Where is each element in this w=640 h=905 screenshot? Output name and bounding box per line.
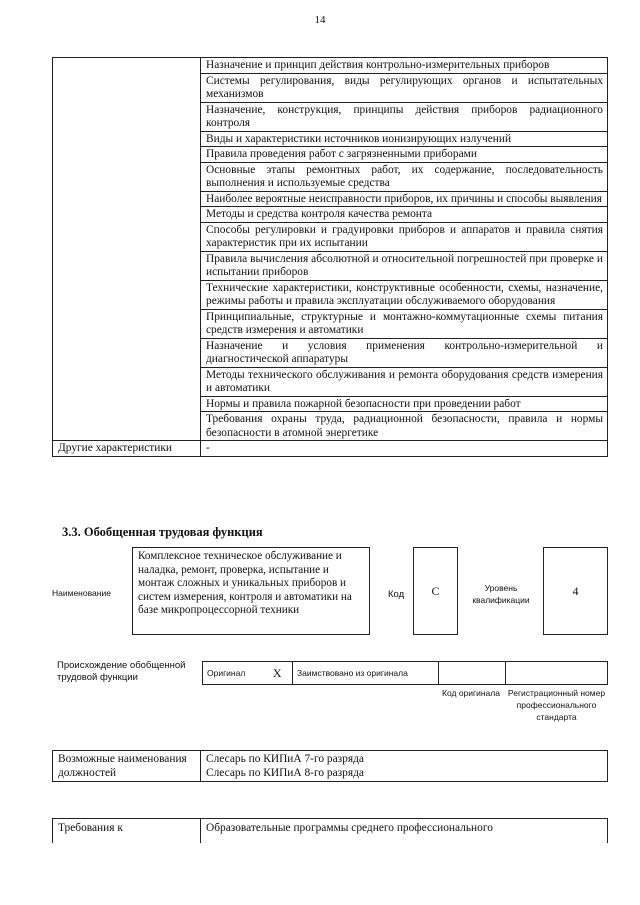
code-of-original-cell xyxy=(439,662,506,685)
knowledge-item: Правила вычисления абсолютной и относительной погрешностей при проверке и испытании приборов xyxy=(201,251,608,280)
knowledge-item: Правила проведения работ с загрязненными приборами xyxy=(201,147,608,163)
original-label: Оригинал xyxy=(203,662,263,685)
requirements-table xyxy=(52,818,608,843)
knowledge-item: Назначение, конструкция, принципы действия приборов радиационного контроля xyxy=(201,102,608,131)
position-item: Слесарь по КИПиА 7-го разряда xyxy=(206,753,364,765)
knowledge-item: Основные этапы ремонтных работ, их содержание, последовательность выполнения и используемые средства xyxy=(201,162,608,191)
knowledge-item: Методы технического обслуживания и ремонта оборудования средств измерения и автоматики xyxy=(201,367,608,396)
code-of-original-label: Код оригинала xyxy=(442,688,500,698)
code-value-box: C xyxy=(413,547,458,635)
knowledge-item: Принципиальные, структурные и монтажно-коммутационные схемы питания средств измерения и автоматики xyxy=(201,309,608,338)
positions-table xyxy=(52,750,608,782)
borrowed-label: Заимствовано из оригинала xyxy=(293,662,439,685)
knowledge-item: Виды и характеристики источников ионизирующих излучений xyxy=(201,131,608,147)
original-mark: X xyxy=(263,662,293,685)
knowledge-item: Способы регулировки и градуировки приборов и аппаратов и правила снятия характеристик при их испытании xyxy=(201,222,608,251)
knowledge-item: Требования охраны труда, радиационной безопасности, правила и нормы безопасности в атомной энергетике xyxy=(201,412,608,441)
section-heading: 3.3. Обобщенная трудовая функция xyxy=(62,525,263,539)
origin-table xyxy=(202,661,608,685)
knowledge-item: Назначение и принцип действия контрольно-измерительных приборов xyxy=(201,58,608,74)
reg-number-cell xyxy=(506,662,608,685)
knowledge-table xyxy=(52,57,608,457)
page-number: 14 xyxy=(314,14,326,26)
knowledge-item: Наиболее вероятные неисправности приборов, их причины и способы выявления xyxy=(201,191,608,207)
requirements-label: Требования к xyxy=(53,819,201,843)
qualification-level-label: Уровень квалификации xyxy=(472,583,530,605)
positions-values xyxy=(201,751,608,782)
function-name-box: Комплексное техническое обслуживание и наладка, ремонт, проверка, испытание и монтаж сложных и уникальных приборов и систем измерения, контроля и автоматики на базе микропроцессорной техники xyxy=(132,547,370,635)
qualification-level-box: 4 xyxy=(543,547,608,635)
knowledge-item: Нормы и правила пожарной безопасности при проведении работ xyxy=(201,396,608,412)
positions-label: Возможные наименования должностей xyxy=(53,751,201,782)
requirements-value: Образовательные программы среднего профессионального xyxy=(201,819,608,843)
other-characteristics-value: - xyxy=(201,441,608,457)
name-label: Наименование xyxy=(52,588,111,598)
knowledge-item: Назначение и условия применения контрольно-измерительной и диагностической аппаратуры xyxy=(201,338,608,367)
position-item: Слесарь по КИПиА 8-го разряда xyxy=(206,767,364,779)
origin-label: Происхождение обобщенной трудовой функции xyxy=(57,660,186,683)
reg-number-label: Регистрационный номер профессионального стандарта xyxy=(507,688,606,722)
knowledge-item: Технические характеристики, конструктивные особенности, схемы, назначение, режимы работы и правила эксплуатации обслуживаемого оборудования xyxy=(201,280,608,309)
code-label: Код xyxy=(388,589,405,600)
other-characteristics-label: Другие характеристики xyxy=(53,441,201,457)
knowledge-item: Методы и средства контроля качества ремонта xyxy=(201,207,608,223)
knowledge-item: Системы регулирования, виды регулирующих органов и испытательных механизмов xyxy=(201,73,608,102)
knowledge-label-cell xyxy=(53,58,201,74)
